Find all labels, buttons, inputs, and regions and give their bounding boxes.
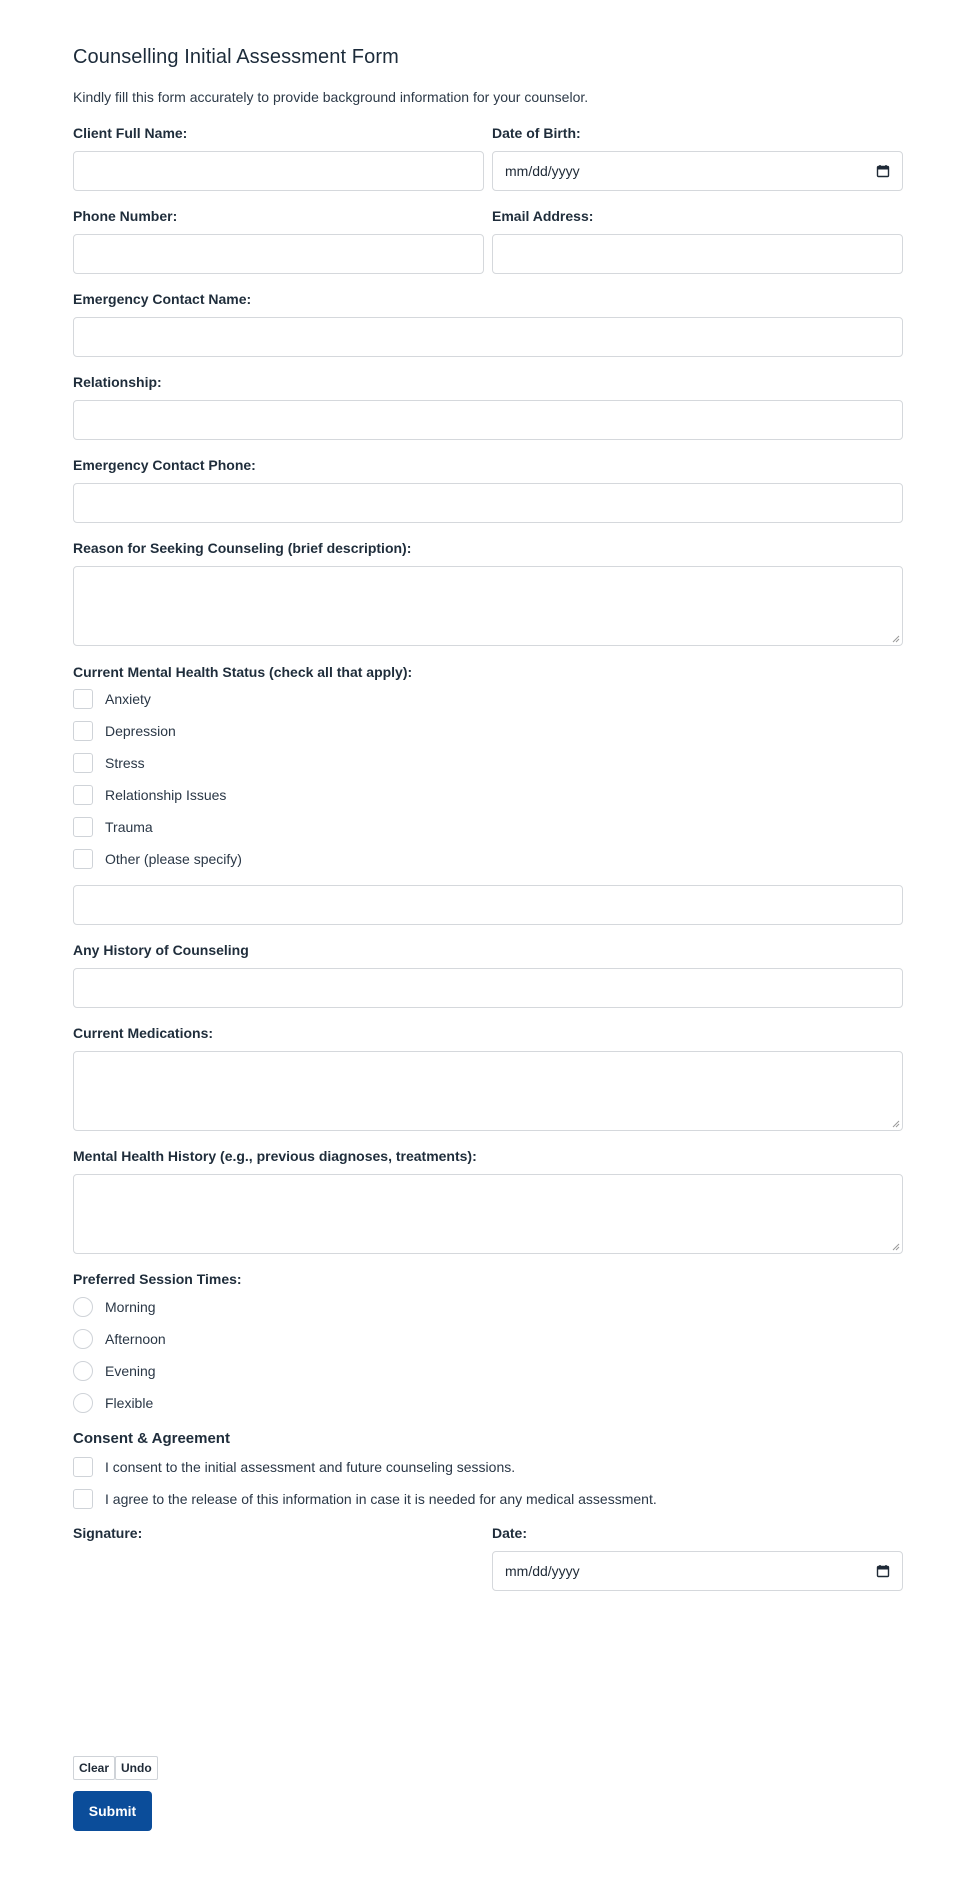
calendar-icon[interactable] bbox=[876, 164, 890, 178]
form-intro: Kindly fill this form accurately to provide background information for your counselor. bbox=[73, 89, 589, 105]
undo-signature-button[interactable]: Undo bbox=[115, 1756, 158, 1780]
signature-label: Signature: bbox=[73, 1525, 143, 1541]
medications-label: Current Medications: bbox=[73, 1025, 214, 1041]
session-option-evening[interactable]: Evening bbox=[73, 1361, 156, 1381]
session-option-afternoon[interactable]: Afternoon bbox=[73, 1329, 166, 1349]
emergency-phone-label: Emergency Contact Phone: bbox=[73, 457, 256, 473]
checkbox[interactable] bbox=[73, 785, 93, 805]
emergency-name-input[interactable] bbox=[73, 317, 903, 357]
resize-grip-icon[interactable] bbox=[892, 635, 900, 643]
date-input[interactable] bbox=[492, 1551, 903, 1591]
relationship-label: Relationship: bbox=[73, 374, 162, 390]
checkbox[interactable] bbox=[73, 817, 93, 837]
mental-option-trauma[interactable]: Trauma bbox=[73, 817, 153, 837]
radio[interactable] bbox=[73, 1393, 93, 1413]
radio[interactable] bbox=[73, 1361, 93, 1381]
form-title: Counselling Initial Assessment Form bbox=[73, 46, 399, 68]
mental-option-anxiety[interactable]: Anxiety bbox=[73, 689, 151, 709]
submit-button[interactable]: Submit bbox=[73, 1791, 152, 1831]
dob-placeholder: mm/dd/yyyy bbox=[505, 163, 580, 179]
checkbox[interactable] bbox=[73, 1457, 93, 1477]
checkbox[interactable] bbox=[73, 849, 93, 869]
consent-release[interactable]: I agree to the release of this information in case it is needed for any medical assessment. bbox=[73, 1489, 657, 1509]
mental-option-stress[interactable]: Stress bbox=[73, 753, 145, 773]
session-option-morning[interactable]: Morning bbox=[73, 1297, 156, 1317]
dob-input[interactable] bbox=[492, 151, 903, 191]
client-name-label: Client Full Name: bbox=[73, 125, 188, 141]
checkbox[interactable] bbox=[73, 1489, 93, 1509]
mental-status-label: Current Mental Health Status (check all that apply): bbox=[73, 664, 413, 680]
date-label: Date: bbox=[492, 1525, 528, 1541]
resize-grip-icon[interactable] bbox=[892, 1243, 900, 1251]
history-counseling-label: Any History of Counseling bbox=[73, 942, 249, 958]
mental-option-depression[interactable]: Depression bbox=[73, 721, 176, 741]
checkbox[interactable] bbox=[73, 721, 93, 741]
resize-grip-icon[interactable] bbox=[892, 1120, 900, 1128]
phone-input[interactable] bbox=[73, 234, 484, 274]
signature-pad[interactable] bbox=[73, 1552, 484, 1747]
consent-assessment[interactable]: I consent to the initial assessment and future counseling sessions. bbox=[73, 1457, 515, 1477]
reason-label: Reason for Seeking Counseling (brief description): bbox=[73, 540, 412, 556]
other-specify-input[interactable] bbox=[73, 885, 903, 925]
session-times-label: Preferred Session Times: bbox=[73, 1271, 242, 1287]
dob-label: Date of Birth: bbox=[492, 125, 581, 141]
reason-textarea[interactable] bbox=[73, 566, 903, 646]
radio[interactable] bbox=[73, 1297, 93, 1317]
mental-option-other[interactable]: Other (please specify) bbox=[73, 849, 242, 869]
client-name-input[interactable] bbox=[73, 151, 484, 191]
history-counseling-input[interactable] bbox=[73, 968, 903, 1008]
calendar-icon[interactable] bbox=[876, 1564, 890, 1578]
checkbox[interactable] bbox=[73, 689, 93, 709]
radio[interactable] bbox=[73, 1329, 93, 1349]
mh-history-textarea[interactable] bbox=[73, 1174, 903, 1254]
session-option-flexible[interactable]: Flexible bbox=[73, 1393, 153, 1413]
email-input[interactable] bbox=[492, 234, 903, 274]
date-placeholder: mm/dd/yyyy bbox=[505, 1563, 580, 1579]
emergency-phone-input[interactable] bbox=[73, 483, 903, 523]
relationship-input[interactable] bbox=[73, 400, 903, 440]
consent-section-heading: Consent & Agreement bbox=[73, 1430, 230, 1447]
email-label: Email Address: bbox=[492, 208, 594, 224]
mh-history-label: Mental Health History (e.g., previous diagnoses, treatments): bbox=[73, 1148, 477, 1164]
emergency-name-label: Emergency Contact Name: bbox=[73, 291, 252, 307]
phone-label: Phone Number: bbox=[73, 208, 178, 224]
checkbox[interactable] bbox=[73, 753, 93, 773]
mental-option-relationship[interactable]: Relationship Issues bbox=[73, 785, 226, 805]
clear-signature-button[interactable]: Clear bbox=[73, 1756, 115, 1780]
medications-textarea[interactable] bbox=[73, 1051, 903, 1131]
